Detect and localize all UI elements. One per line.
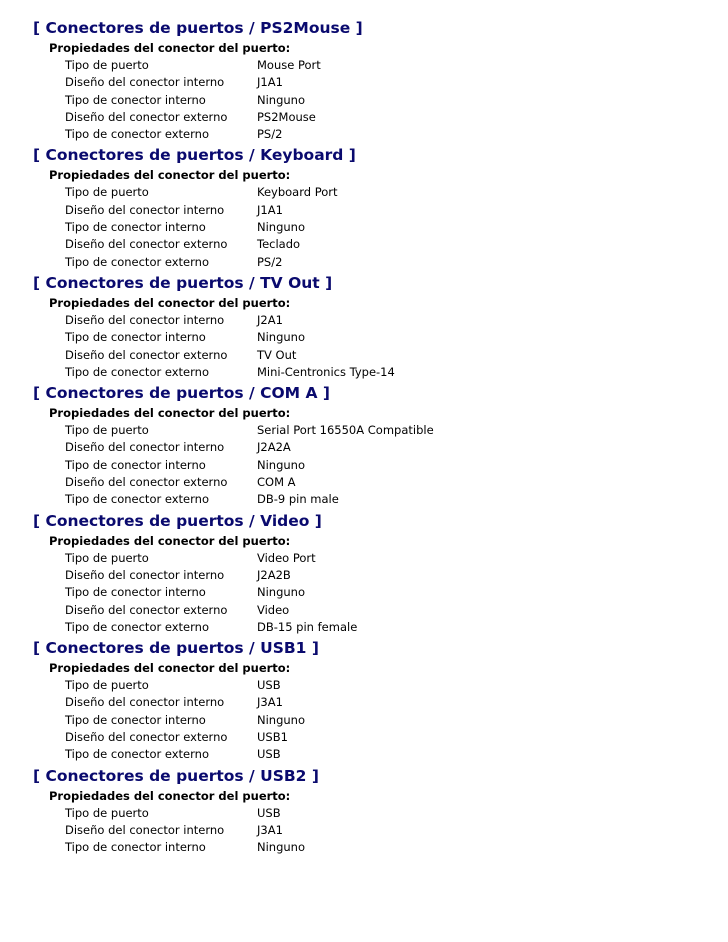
property-row	[33, 746, 728, 763]
property-name: Diseño del conector interno	[65, 440, 225, 455]
section-title: [ Conectores de puertos / PS2Mouse ]	[33, 19, 363, 37]
property-value: J1A1	[257, 75, 283, 90]
property-value: Ninguno	[257, 330, 305, 345]
property-value: USB	[257, 678, 281, 693]
property-value: J2A2A	[257, 440, 291, 455]
property-value: J1A1	[257, 202, 283, 217]
property-value: PS/2	[257, 127, 283, 142]
property-value: DB-15 pin female	[257, 619, 358, 634]
section-title: [ Conectores de puertos / Video ]	[33, 511, 322, 530]
property-row	[33, 439, 728, 456]
property-name: Tipo de conector externo	[65, 127, 209, 142]
property-value: Ninguno	[257, 712, 305, 727]
property-name: Tipo de conector externo	[65, 364, 209, 379]
property-name: Tipo de puerto	[65, 678, 149, 693]
property-name: Diseño del conector interno	[65, 695, 225, 710]
property-row	[33, 364, 728, 381]
property-value: TV Out	[257, 347, 297, 362]
property-value: Ninguno	[257, 840, 305, 855]
property-row	[33, 312, 728, 329]
property-name: Tipo de puerto	[65, 58, 149, 72]
property-row	[33, 202, 728, 219]
property-value: COM A	[257, 475, 296, 490]
property-name: Tipo de puerto	[65, 423, 149, 438]
property-row	[33, 126, 728, 143]
property-name: Tipo de conector externo	[65, 492, 209, 507]
property-row	[33, 839, 728, 856]
property-row	[33, 474, 728, 491]
property-row	[33, 347, 728, 364]
property-name: Diseño del conector interno	[65, 75, 225, 90]
property-row	[33, 422, 728, 439]
property-value: Video	[257, 602, 290, 617]
property-name: Diseño del conector externo	[65, 475, 228, 490]
property-row	[33, 822, 728, 839]
section-title: [ Conectores de puertos / TV Out ]	[33, 273, 333, 292]
property-value: J3A1	[257, 695, 283, 710]
property-name: Tipo de puerto	[65, 550, 149, 565]
property-name: Tipo de conector interno	[65, 712, 206, 727]
property-value: Video Port	[257, 550, 316, 565]
property-name: Tipo de conector interno	[65, 840, 206, 855]
property-value: USB	[257, 805, 281, 820]
property-name: Diseño del conector externo	[65, 347, 228, 362]
property-row	[33, 457, 728, 474]
property-value: USB1	[257, 730, 288, 745]
property-row	[33, 491, 728, 508]
property-value: PS2Mouse	[257, 109, 316, 124]
property-row	[33, 254, 728, 271]
port-section	[33, 637, 728, 763]
section-title: [ Conectores de puertos / COM A ]	[33, 384, 330, 403]
group-label: Propiedades del conector del puerto:	[49, 168, 291, 183]
property-row	[33, 805, 728, 822]
property-name: Tipo de puerto	[65, 805, 149, 820]
property-name: Tipo de conector interno	[65, 92, 206, 107]
group-label: Propiedades del conector del puerto:	[49, 406, 291, 421]
property-row	[33, 219, 728, 236]
property-value: Mini-Centronics Type-14	[257, 364, 395, 379]
property-name: Tipo de conector externo	[65, 254, 209, 269]
group-label: Propiedades del conector del puerto:	[49, 533, 291, 548]
section-title: [ Conectores de puertos / USB1 ]	[33, 639, 319, 658]
property-row	[33, 92, 728, 109]
property-name: Tipo de conector interno	[65, 457, 206, 472]
port-section	[33, 144, 728, 270]
property-row	[33, 677, 728, 694]
property-row	[33, 729, 728, 746]
property-value: Ninguno	[257, 585, 305, 600]
property-value: J2A1	[257, 312, 283, 327]
section-title: [ Conectores de puertos / Keyboard ]	[33, 146, 356, 165]
property-name: Tipo de conector interno	[65, 585, 206, 600]
property-name: Diseño del conector externo	[65, 730, 228, 745]
property-row	[33, 619, 728, 636]
property-name: Diseño del conector interno	[65, 822, 225, 837]
property-name: Tipo de conector externo	[65, 619, 209, 634]
section-title: [ Conectores de puertos / USB2 ]	[33, 766, 319, 785]
property-value: Teclado	[257, 237, 301, 252]
property-name: Diseño del conector interno	[65, 312, 225, 327]
property-name: Diseño del conector interno	[65, 202, 225, 217]
property-value: Ninguno	[257, 457, 305, 472]
property-name: Tipo de conector interno	[65, 330, 206, 345]
property-row	[33, 550, 728, 567]
property-value: J2A2B	[257, 567, 291, 582]
property-value: Mouse Port	[257, 58, 321, 72]
port-section	[33, 272, 728, 381]
group-label: Propiedades del conector del puerto:	[49, 661, 291, 676]
property-name: Diseño del conector externo	[65, 109, 228, 124]
property-value: Ninguno	[257, 92, 305, 107]
property-row	[33, 109, 728, 126]
port-section	[33, 17, 728, 143]
property-name: Tipo de puerto	[65, 185, 149, 200]
property-value: USB	[257, 747, 281, 762]
property-value: Keyboard Port	[257, 185, 338, 200]
property-row	[33, 236, 728, 253]
group-label: Propiedades del conector del puerto:	[49, 295, 291, 310]
property-row	[33, 567, 728, 584]
property-row	[33, 329, 728, 346]
port-section	[33, 510, 728, 636]
property-name: Diseño del conector externo	[65, 602, 228, 617]
port-section	[33, 382, 728, 508]
property-value: Ninguno	[257, 220, 305, 235]
property-row	[33, 74, 728, 91]
property-name: Tipo de conector interno	[65, 220, 206, 235]
property-value: DB-9 pin male	[257, 492, 339, 507]
property-name: Diseño del conector interno	[65, 567, 225, 582]
property-value: PS/2	[257, 254, 283, 269]
property-row	[33, 584, 728, 601]
property-row	[33, 694, 728, 711]
property-row	[33, 602, 728, 619]
group-label: Propiedades del conector del puerto:	[49, 788, 291, 803]
group-label: Propiedades del conector del puerto:	[49, 41, 291, 55]
port-section	[33, 765, 728, 857]
property-row	[33, 57, 728, 74]
property-value: Serial Port 16550A Compatible	[257, 423, 434, 438]
property-row	[33, 712, 728, 729]
property-value: J3A1	[257, 822, 283, 837]
property-row	[33, 184, 728, 201]
property-name: Diseño del conector externo	[65, 237, 228, 252]
property-name: Tipo de conector externo	[65, 747, 209, 762]
